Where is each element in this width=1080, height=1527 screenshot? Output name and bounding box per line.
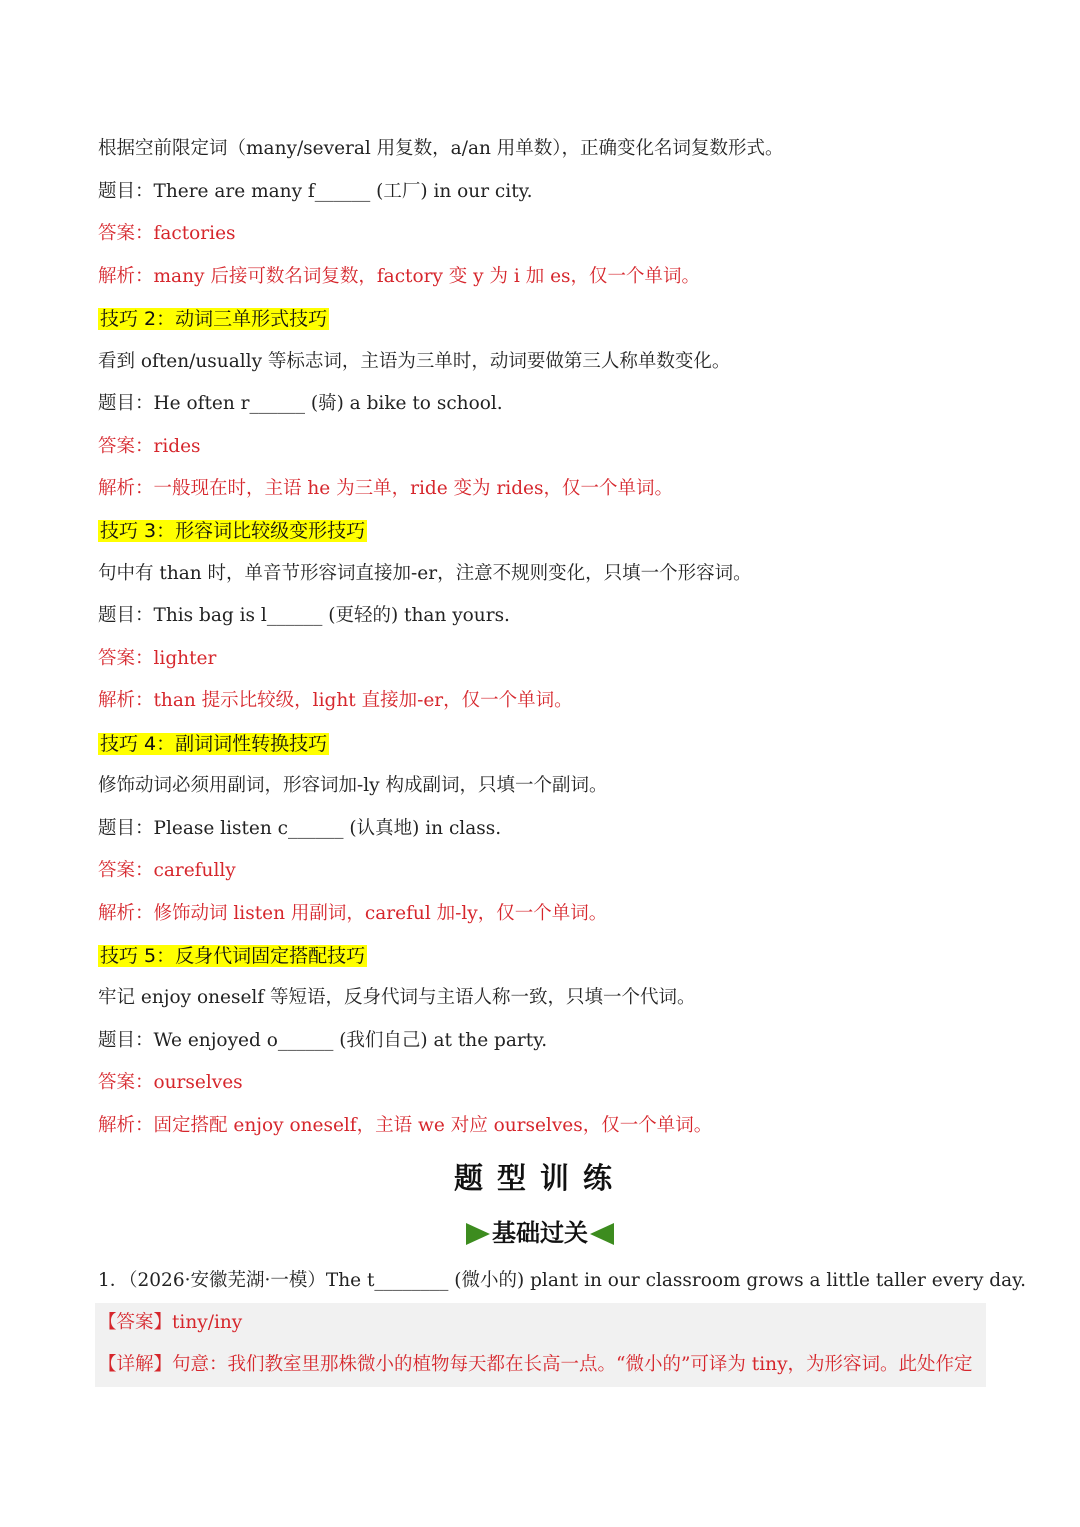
tip-2-explanation: 解析：一般现在时，主语 he 为三单，ride 变为 rides，仅一个单词。 (98, 478, 673, 499)
tip-3-answer: 答案：lighter (98, 648, 217, 669)
tip-4-question: 题目：Please listen c______ (认真地) in class. (98, 818, 502, 839)
tip-4-heading (98, 727, 329, 761)
tip-3-desc: 句中有 than 时，单音节形容词直接加-er，注意不规则变化，只填一个形容词。 (98, 563, 752, 584)
tip-2-heading (98, 302, 329, 336)
question-1: 题目：There are many f______ (工厂) in our city. (98, 181, 533, 202)
tip-5-title: 技巧 5：反身代词固定搭配技巧 (100, 945, 366, 967)
exercise-answer: 【答案】tiny/iny (98, 1312, 243, 1333)
tip-5-heading (98, 939, 367, 973)
section-title: 题型训练 (453, 1161, 626, 1195)
tip-2-desc: 看到 often/usually 等标志词，主语为三单时，动词要做第三人称单数变化。 (98, 351, 731, 372)
tip-4-answer: 答案：carefully (98, 860, 236, 881)
tip-3-explanation: 解析：than 提示比较级，light 直接加-er，仅一个单词。 (98, 690, 573, 711)
explanation-1: 解析：many 后接可数名词复数，factory 变 y 为 i 加 es，仅一个单词。 (98, 266, 701, 287)
tip-2-title: 技巧 2：动词三单形式技巧 (100, 308, 328, 330)
tip-5-explanation: 解析：固定搭配 enjoy oneself，主语 we 对应 ourselves，仅一个单词。 (98, 1115, 713, 1136)
triangle-left-icon (590, 1223, 614, 1245)
tip-4-desc: 修饰动词必须用副词，形容词加-ly 构成副词，只填一个副词。 (98, 775, 608, 796)
exercise-detail: 【详解】句意：我们教室里那株微小的植物每天都在长高一点。“微小的”可译为 tiny，为形容词。此处作定 (98, 1354, 973, 1375)
tip-2-question: 题目：He often r______ (骑) a bike to school. (98, 393, 503, 414)
tip-5-question: 题目：We enjoyed o______ (我们自己) at the party. (98, 1030, 548, 1051)
subtitle-text: 基础过关 (492, 1219, 588, 1247)
tip-3-heading (98, 514, 367, 548)
tip-5-answer: 答案：ourselves (98, 1072, 243, 1093)
answer-box (95, 1303, 986, 1387)
tip-2-answer: 答案：rides (98, 436, 201, 457)
tip-4-title: 技巧 4：副词词性转换技巧 (100, 733, 328, 755)
tip-3-title: 技巧 3：形容词比较级变形技巧 (100, 520, 366, 542)
triangle-right-icon (466, 1223, 490, 1245)
exercise-question: 1．（2026·安徽芜湖·一模）The t________ (微小的) plant in our classroom grows a little taller every day. (98, 1270, 1027, 1291)
subtitle-banner (0, 1214, 1080, 1252)
answer-1: 答案：factories (98, 223, 236, 244)
intro-text: 根据空前限定词（many/several 用复数，a/an 用单数），正确变化名词复数形式。 (98, 138, 784, 159)
tip-3-question: 题目：This bag is l______ (更轻的) than yours. (98, 605, 510, 626)
tip-5-desc: 牢记 enjoy oneself 等短语，反身代词与主语人称一致，只填一个代词。 (98, 987, 696, 1008)
tip-4-explanation: 解析：修饰动词 listen 用副词，careful 加-ly，仅一个单词。 (98, 903, 608, 924)
